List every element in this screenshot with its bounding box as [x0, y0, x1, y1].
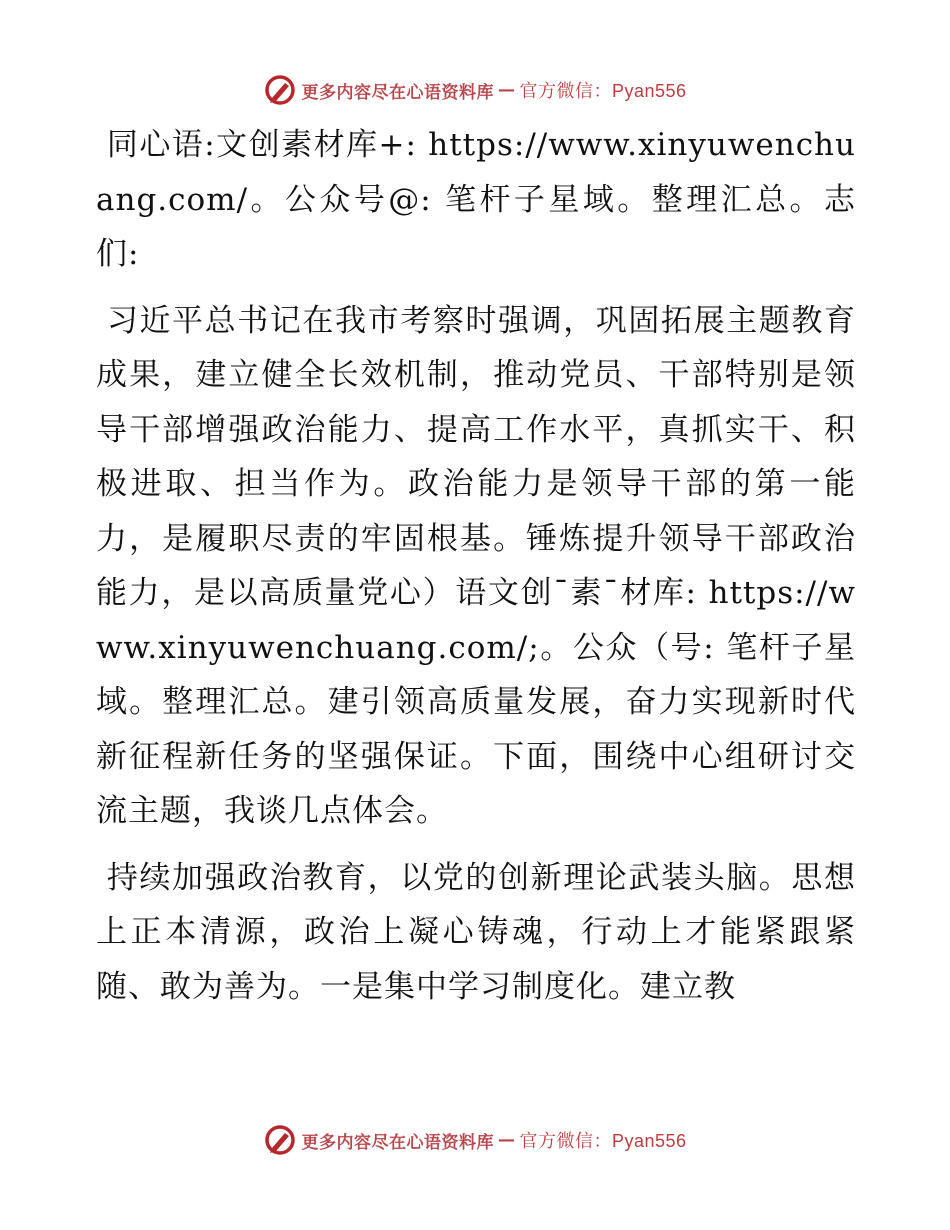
watermark-text: 更多内容尽在心语资料库 — [301, 82, 494, 103]
paragraph-2: 习近平总书记在我市考察时强调，巩固拓展主题教育成果，建立健全长效机制，推动党员、干部特别是领导干部增强政治能力、提高工作水平，真抓实干、积极进取、担当作为。政治能力是领导干部的第一能力，是履职尽责的牢固根基。锤炼提升领导干部政治能力，是以高质量党心）语文创¯素¯材库: https://www.xinyuwenchuang.com/;。公众（号: 笔杆子星域。整理汇总。建引领高质量发展，奋力实现新时代新征程新任务的坚强保证。下面，围绕中心组研讨交流主题，我谈几点体会。 — [96, 302, 856, 829]
watermark-banner-bottom — [0, 1120, 950, 1160]
watermark-account: 官方微信：Pyan556 — [519, 81, 687, 101]
pen-logo-icon — [263, 1123, 297, 1157]
document-body — [96, 118, 856, 1014]
paragraph-3: 持续加强政治教育，以党的创新理论武装头脑。思想上正本清源，政治上凝心铸魂，行动上才能紧跟紧随、敢为善为。一是集中学习制度化。建立教 — [96, 859, 856, 1005]
paragraph-1: 同心语:文创素材库+: https://www.xinyuwenchuang.com/。公众号@: 笔杆子星域。整理汇总。志们: — [96, 127, 856, 272]
watermark-separator: — — [497, 1130, 516, 1150]
watermark-account: 官方微信：Pyan556 — [519, 1131, 687, 1151]
pen-logo-icon — [263, 73, 297, 107]
watermark-banner-top — [0, 70, 950, 110]
watermark-text: 更多内容尽在心语资料库 — [301, 1132, 494, 1153]
watermark-separator: — — [497, 80, 516, 100]
